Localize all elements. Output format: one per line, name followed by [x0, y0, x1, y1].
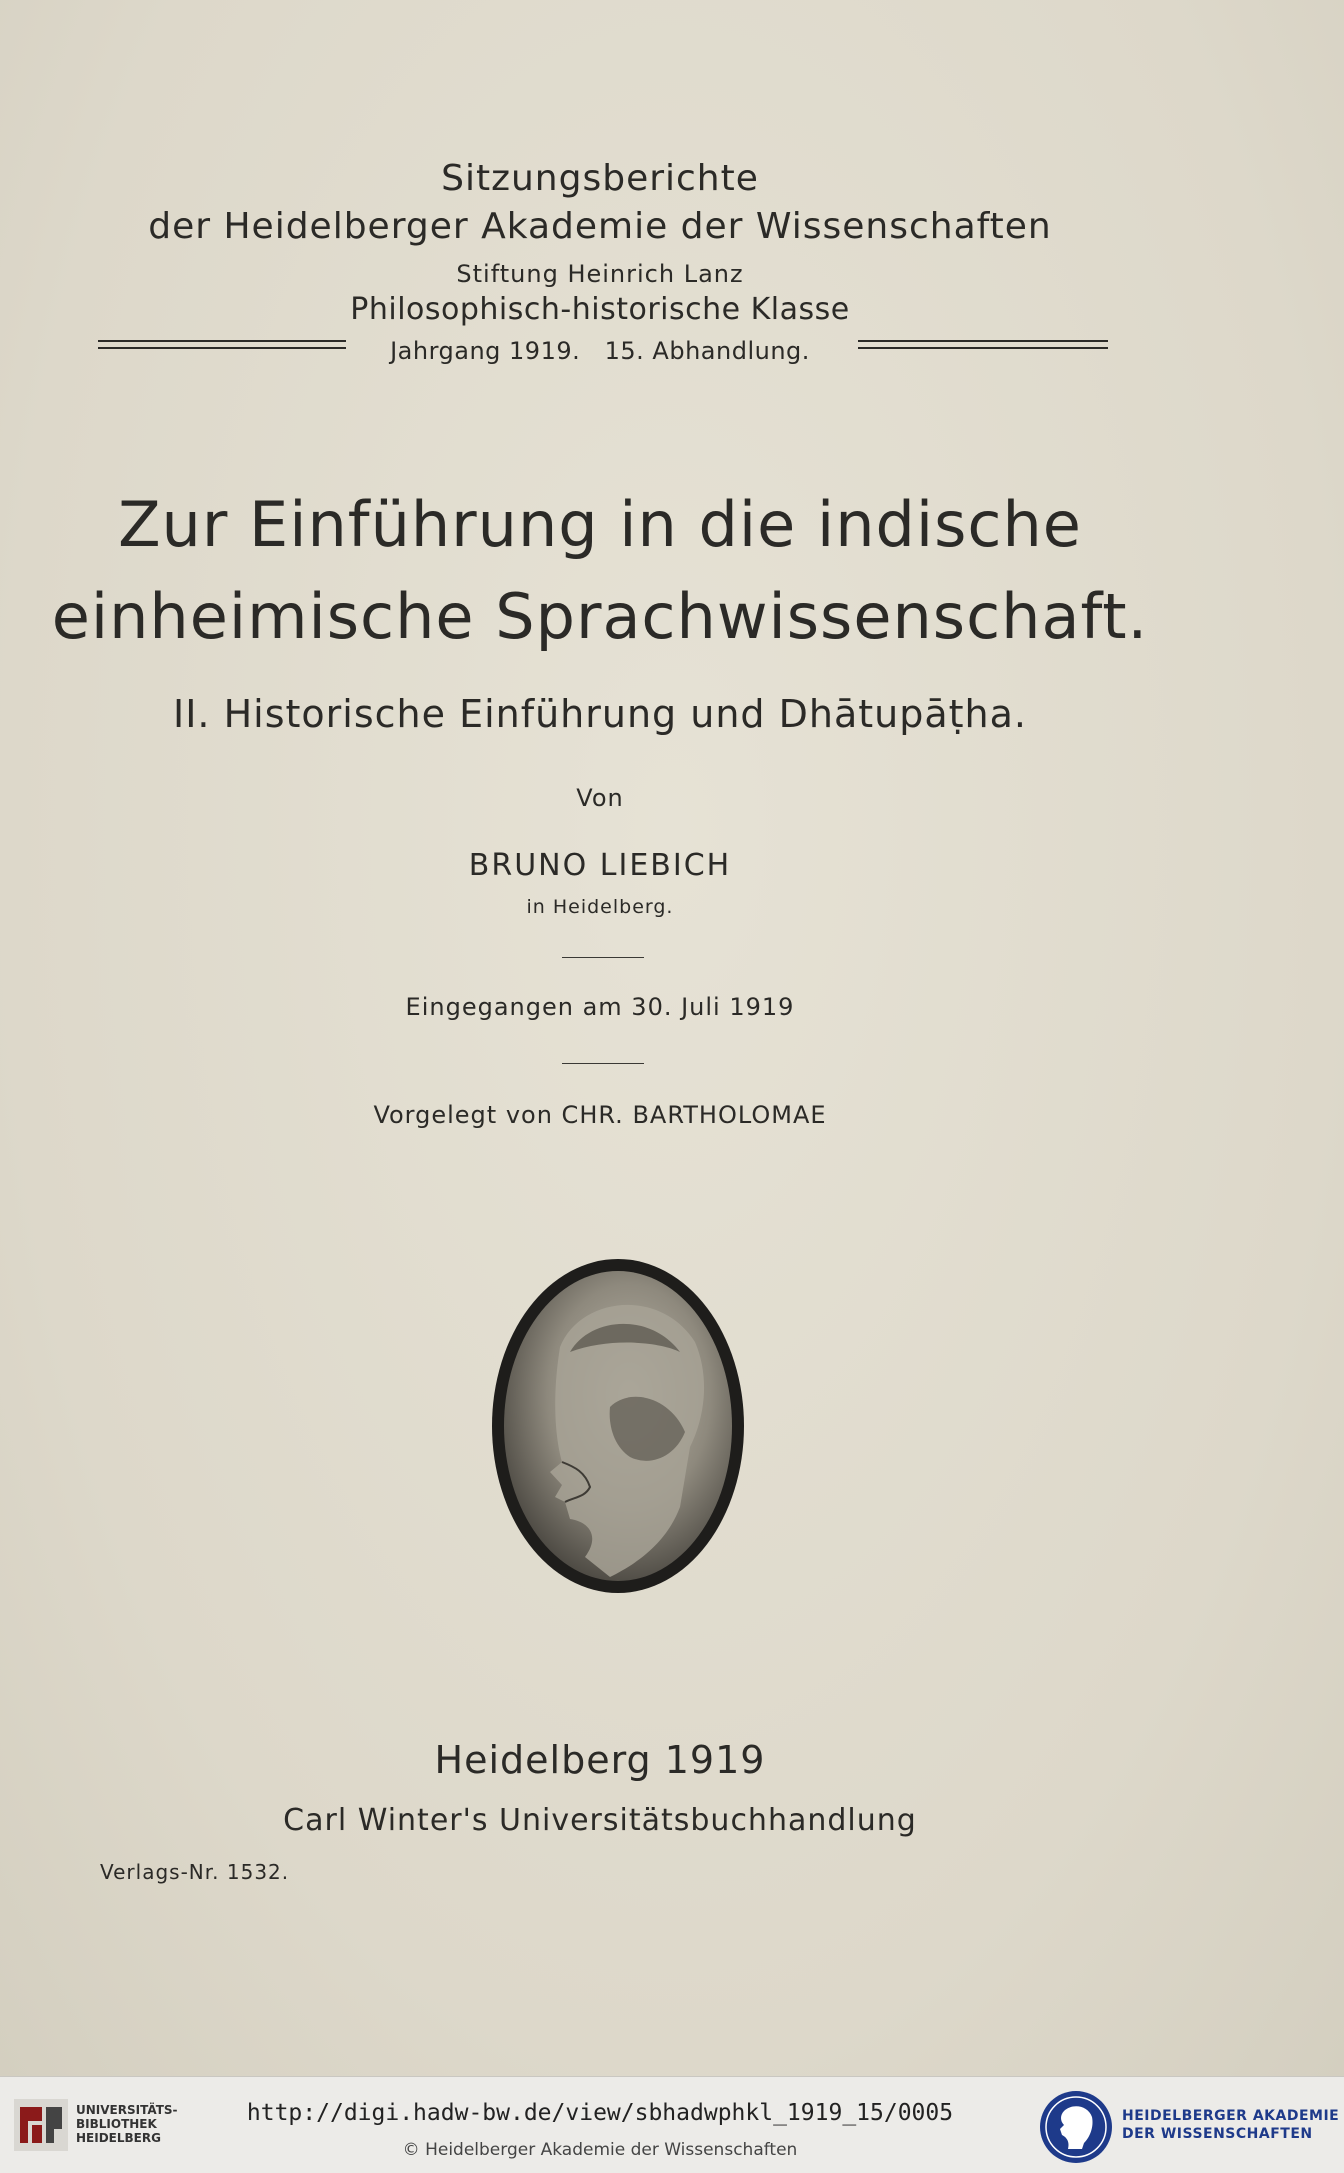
- main-title-line-2: einheimische Sprachwissenschaft.: [51, 580, 1149, 653]
- volume-info: Jahrgang 1919. 15. Abhandlung.: [390, 337, 810, 365]
- academy-logo-text: HEIDELBERGER AKADEMIE DER WISSENSCHAFTEN: [1122, 2108, 1340, 2142]
- publisher-name: Carl Winter's Universitätsbuchhandlung: [283, 1803, 917, 1838]
- double-rule-right: [858, 340, 1108, 349]
- author-location: in Heidelberg.: [526, 896, 674, 918]
- university-library-logo-text: UNIVERSITÄTS- BIBLIOTHEK HEIDELBERG: [76, 2103, 178, 2145]
- academy-seal-icon[interactable]: [1038, 2089, 1114, 2165]
- viewer-footer-bar: [0, 2076, 1344, 2173]
- subtitle: II. Historische Einführung und Dhātupāṭha.: [173, 692, 1027, 736]
- athena-cameo-emblem: [490, 1257, 746, 1595]
- received-date: Eingegangen am 30. Juli 1919: [405, 993, 795, 1021]
- imprint-city-year: Heidelberg 1919: [434, 1738, 766, 1782]
- permalink-url[interactable]: http://digi.hadw-bw.de/view/sbhadwphkl_1919_15/0005: [246, 2100, 954, 2126]
- series-title: Sitzungsberichte: [441, 158, 759, 199]
- academy-name: der Heidelberger Akademie der Wissenschaften: [148, 206, 1052, 247]
- author-name: BRUNO LIEBICH: [468, 848, 732, 883]
- short-rule-1: [562, 957, 644, 958]
- main-title-line-1: Zur Einführung in die indische: [118, 488, 1082, 561]
- foundation-name: Stiftung Heinrich Lanz: [456, 260, 744, 288]
- short-rule-2: [562, 1063, 644, 1064]
- presented-by: Vorgelegt von CHR. BARTHOLOMAE: [373, 1101, 827, 1129]
- class-name: Philosophisch-historische Klasse: [350, 292, 850, 327]
- publisher-number: Verlags-Nr. 1532.: [100, 1860, 290, 1884]
- by-label: Von: [576, 784, 624, 812]
- copyright-notice: © Heidelberger Akademie der Wissenschaften: [402, 2140, 798, 2160]
